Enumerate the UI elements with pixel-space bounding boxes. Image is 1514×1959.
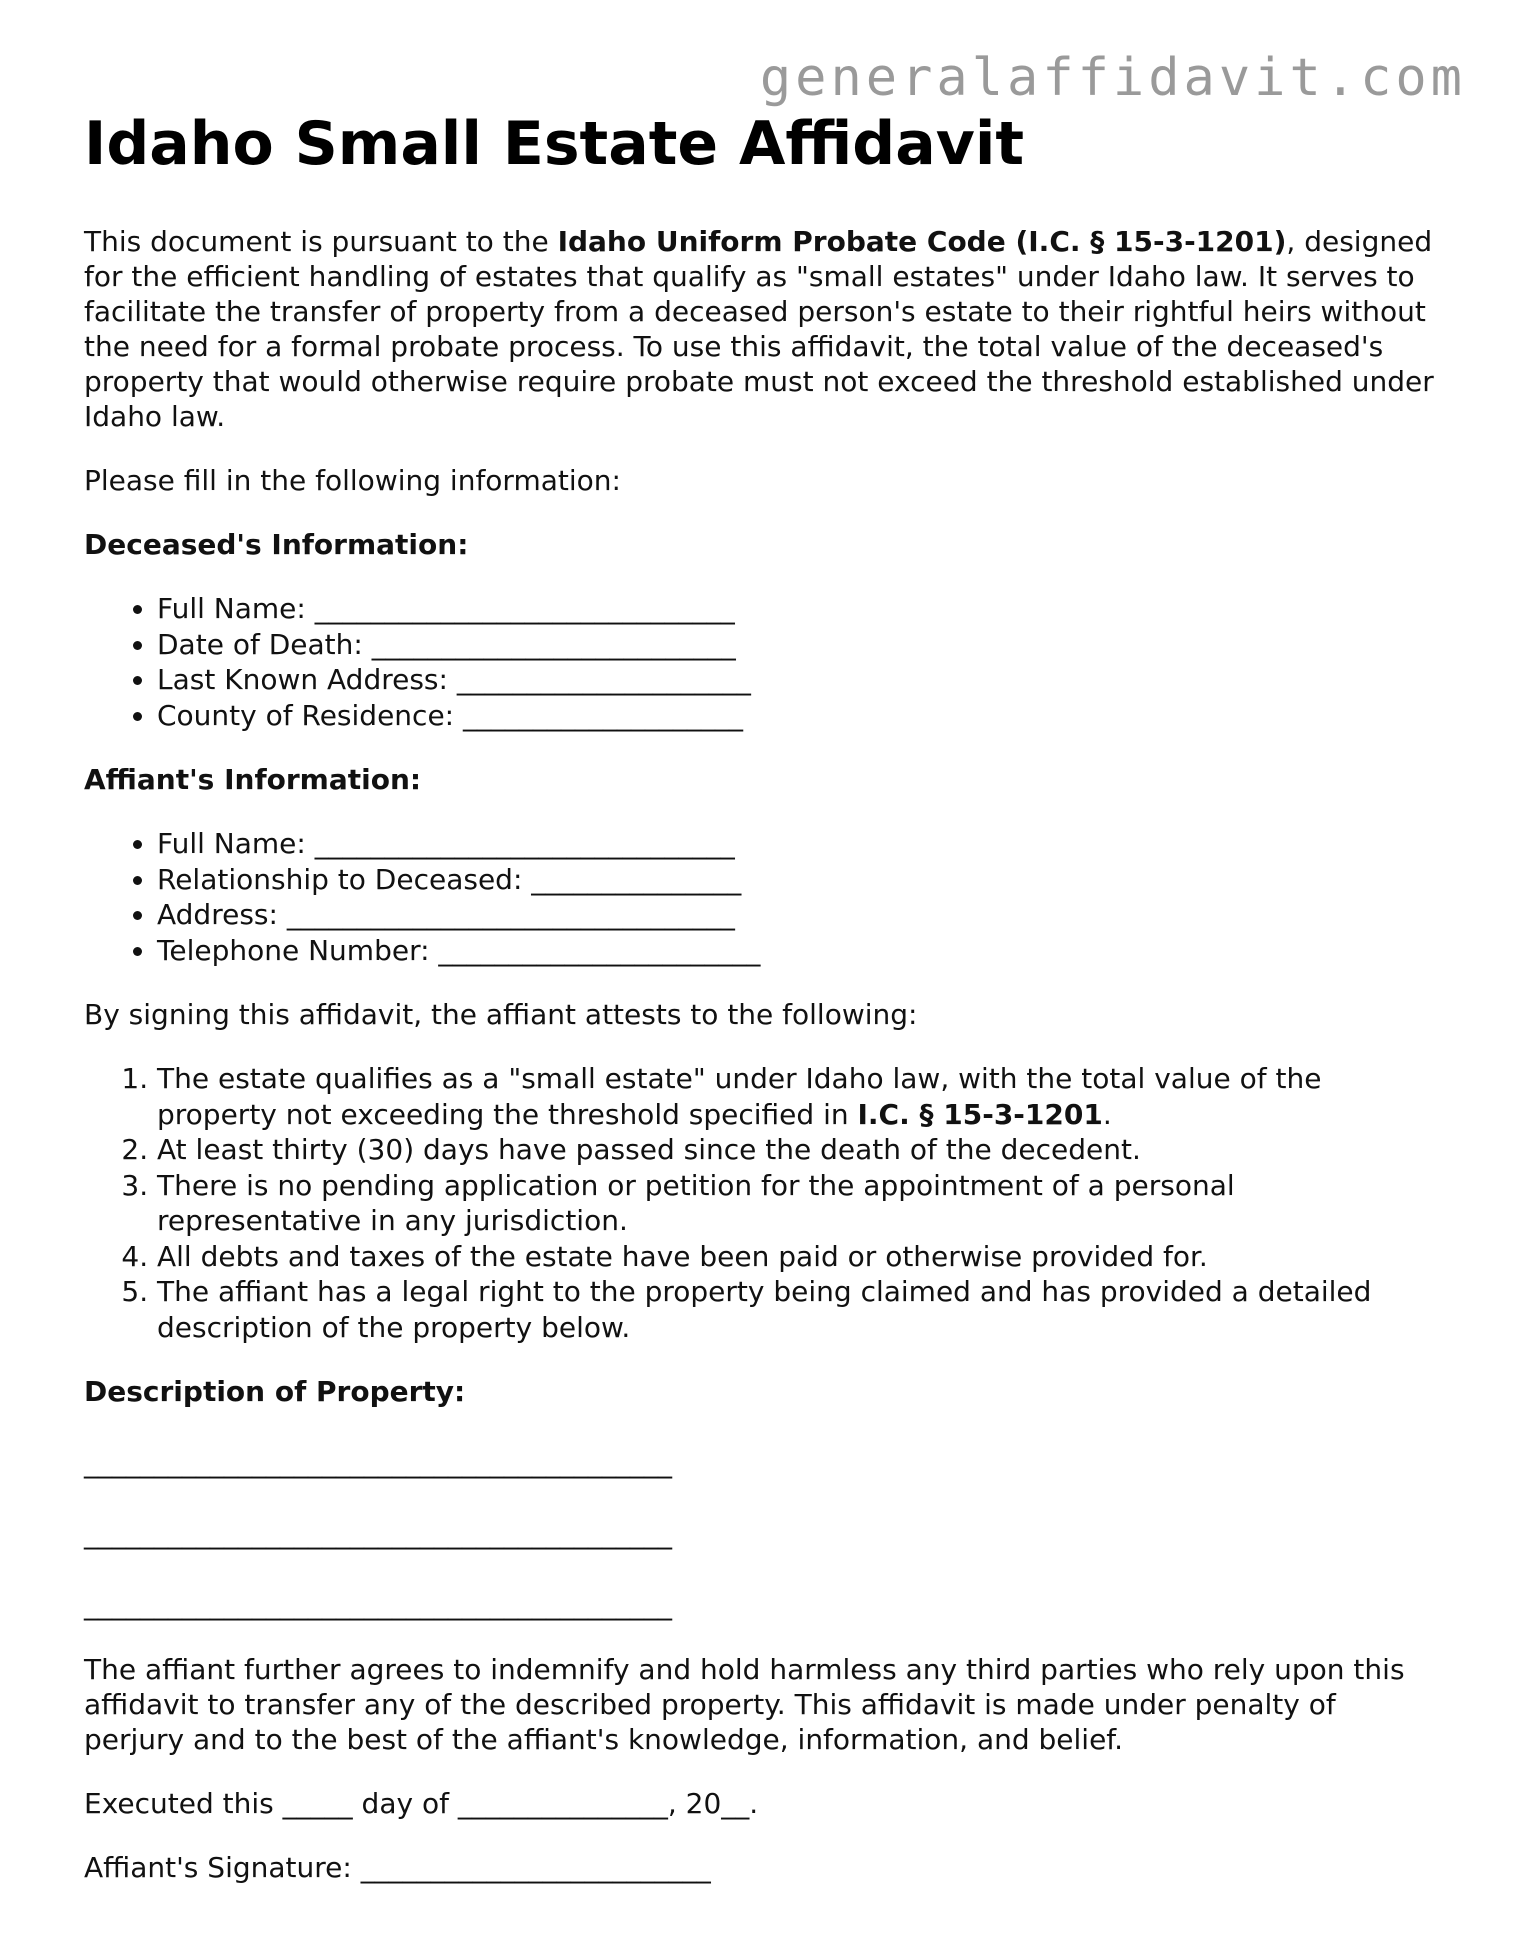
document-page <box>84 108 1434 1914</box>
intro-text-before: This document is pursuant to the <box>84 225 558 258</box>
watermark: generalaffidavit.com <box>759 48 1466 108</box>
property-lines <box>84 1409 1434 1622</box>
executed-line[interactable]: Executed this _____ day of _______________, 20__. <box>84 1787 759 1820</box>
affiant-relationship-field[interactable]: • Relationship to Deceased: _______________ <box>157 862 1434 898</box>
attestation-item: 4. All debts and taxes of the estate have been paid or otherwise provided for. <box>157 1239 1434 1275</box>
attest-intro: By signing this affidavit, the affiant attests to the following: <box>84 998 918 1031</box>
deceased-info-list <box>84 591 1434 733</box>
attestation-item: 3. There is no pending application or petition for the appointment of a personal representative in any jurisdiction. <box>157 1168 1434 1239</box>
attestation-1-text: The estate qualifies as a "small estate" under Idaho law, with the total value of the property not exceeding the threshold specified in <box>157 1062 1322 1131</box>
deceased-date-of-death-field[interactable]: • Date of Death: __________________________ <box>157 627 1434 663</box>
property-line-3[interactable]: __________________________________________ <box>84 1588 672 1621</box>
attestation-list <box>84 1061 1434 1345</box>
signature-line[interactable]: Affiant's Signature: _________________________ <box>84 1851 711 1884</box>
deceased-county-field[interactable]: • County of Residence: ____________________ <box>157 698 1434 734</box>
attestation-item <box>157 1061 1434 1132</box>
intro-paragraph <box>84 224 1434 434</box>
affiant-telephone-field[interactable]: • Telephone Number: _______________________ <box>157 933 1434 969</box>
property-line-2[interactable]: __________________________________________ <box>84 1517 672 1550</box>
property-line-1[interactable]: __________________________________________ <box>84 1446 672 1479</box>
deceased-heading: Deceased's Information: <box>84 528 469 561</box>
affiant-heading: Affiant's Information: <box>84 763 422 796</box>
deceased-full-name-field[interactable]: • Full Name: ______________________________ <box>157 591 1434 627</box>
affiant-address-field[interactable]: • Address: ________________________________ <box>157 897 1434 933</box>
intro-text-after: , designed for the efficient handling of estates that qualify as "small estates" under Idaho law. It serves to facilitate the transfer of property from a deceased person's estate to their rightful heirs without the need for a formal probate process. To use this affidavit, the total value of the deceased's property that would otherwise require probate must not exceed the threshold established under Idaho law. <box>84 225 1434 433</box>
attestation-1-end: . <box>1102 1097 1112 1131</box>
affiant-full-name-field[interactable]: • Full Name: ______________________________ <box>157 826 1434 862</box>
attestation-item: 2. At least thirty (30) days have passed since the death of the decedent. <box>157 1132 1434 1168</box>
affiant-info-list <box>84 826 1434 968</box>
attestation-item: 5. The affiant has a legal right to the property being claimed and has provided a detailed description of the property below. <box>157 1274 1434 1345</box>
page-title: Idaho Small Estate Affidavit <box>84 109 1025 179</box>
property-heading: Description of Property: <box>84 1375 466 1408</box>
deceased-address-field[interactable]: • Last Known Address: _____________________ <box>157 662 1434 698</box>
fill-prompt: Please fill in the following information: <box>84 464 621 497</box>
attestation-1-citation: I.C. § 15-3-1201 <box>857 1097 1103 1131</box>
indemnify-paragraph: The affiant further agrees to indemnify and hold harmless any third parties who rely upon this affidavit to transfer any of the described property. This affidavit is made under penalty of perjury and to the best of the affiant's knowledge, information, and belief. <box>84 1653 1405 1756</box>
intro-code-citation: Idaho Uniform Probate Code (I.C. § 15-3-1201) <box>557 225 1287 258</box>
